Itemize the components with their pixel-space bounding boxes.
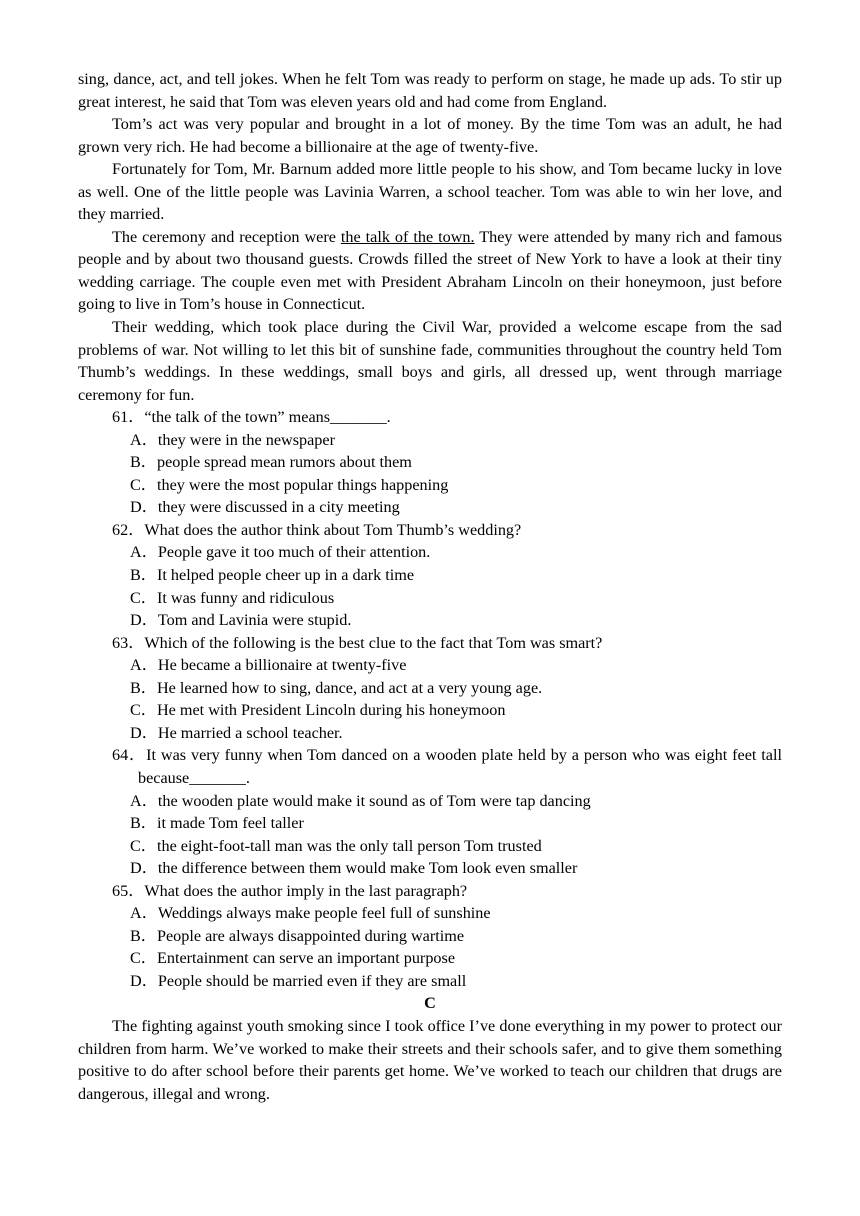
option-c: C．they were the most popular things happening (130, 475, 449, 494)
paragraph-text: They were attended by many rich and famous people and by about two thousand guests. Crowds filled the street of New York to have a look at their tiny wedding carriage. The couple even met with President Abraham Lincoln on their honeymoon, just before going to live in Tom’s house in Connecticut. (78, 227, 783, 314)
option-d: D．People should be married even if they are small (130, 971, 467, 990)
option-d: D．He married a school teacher. (130, 723, 343, 742)
option-b: B．people spread mean rumors about them (130, 453, 412, 472)
option-a: A．He became a billionaire at twenty-five (130, 656, 407, 675)
option-a: A．People gave it too much of their attention. (130, 543, 431, 562)
option-b: B．He learned how to sing, dance, and act at a very young age. (130, 678, 543, 697)
passage-b-paragraph-1: sing, dance, act, and tell jokes. When he felt Tom was ready to perform on stage, he made up ads. To stir up great interest, he said that Tom was eleven years old and had come from England. (78, 70, 782, 111)
passage-b-paragraph-4 (78, 226, 782, 316)
question-63 (78, 632, 782, 745)
question-stem: 63．Which of the following is the best clue to the fact that Tom was smart? (112, 633, 603, 652)
document-page (78, 68, 782, 1105)
option-d: D．they were discussed in a city meeting (130, 498, 400, 517)
passage-b-paragraph-3: Fortunately for Tom, Mr. Barnum added more little people to his show, and Tom became lucky in love as well. One of the little people was Lavinia Warren, a school teacher. Tom was able to win her love, and they married. (78, 160, 782, 224)
option-c: C．the eight-foot-tall man was the only tall person Tom trusted (130, 836, 542, 855)
question-stem: 65．What does the author imply in the last paragraph? (112, 881, 468, 900)
option-a: A．they were in the newspaper (130, 430, 335, 449)
question-61 (78, 406, 782, 519)
underlined-phrase: the talk of the town. (340, 227, 475, 246)
option-b: B．It helped people cheer up in a dark time (130, 566, 415, 585)
option-a: A．Weddings always make people feel full of sunshine (130, 904, 491, 923)
option-a: A．the wooden plate would make it sound as of Tom were tap dancing (130, 791, 591, 810)
question-64 (78, 744, 782, 879)
option-c: C．It was funny and ridiculous (130, 588, 335, 607)
question-62 (78, 519, 782, 632)
passage-b-paragraph-5: Their wedding, which took place during the Civil War, provided a welcome escape from the sad problems of war. Not willing to let this bit of sunshine fade, communities throughout the country held Tom Thumb’s weddings. In these weddings, small boys and girls, all dressed up, went through marriage ceremony for fun. (78, 318, 782, 404)
option-d: D．Tom and Lavinia were stupid. (130, 611, 352, 630)
section-heading: C (424, 994, 436, 1013)
passage-c-paragraph-1: The fighting against youth smoking since I took office I’ve done everything in my power to protect our children from harm. We’ve worked to make their streets and their schools safer, and to give them something positive to do after school before their parents get home. We’ve worked to teach our children that drugs are dangerous, illegal and wrong. (78, 1016, 782, 1103)
paragraph-text: The ceremony and reception were (112, 227, 341, 246)
option-d: D．the difference between them would make Tom look even smaller (130, 859, 578, 878)
option-c: C．Entertainment can serve an important purpose (130, 949, 455, 968)
option-c: C．He met with President Lincoln during his honeymoon (130, 701, 506, 720)
question-stem: 61．“the talk of the town” means_______. (112, 408, 391, 427)
question-stem: 64．It was very funny when Tom danced on a wooden plate held by a person who was eight feet tall because_______. (112, 746, 782, 787)
question-stem: 62．What does the author think about Tom Thumb’s wedding? (112, 520, 522, 539)
question-65 (78, 880, 782, 993)
passage-b-paragraph-2: Tom’s act was very popular and brought in a lot of money. By the time Tom was an adult, he had grown very rich. He had become a billionaire at the age of twenty-five. (78, 115, 782, 156)
option-b: B．it made Tom feel taller (130, 814, 304, 833)
option-b: B．People are always disappointed during wartime (130, 926, 465, 945)
